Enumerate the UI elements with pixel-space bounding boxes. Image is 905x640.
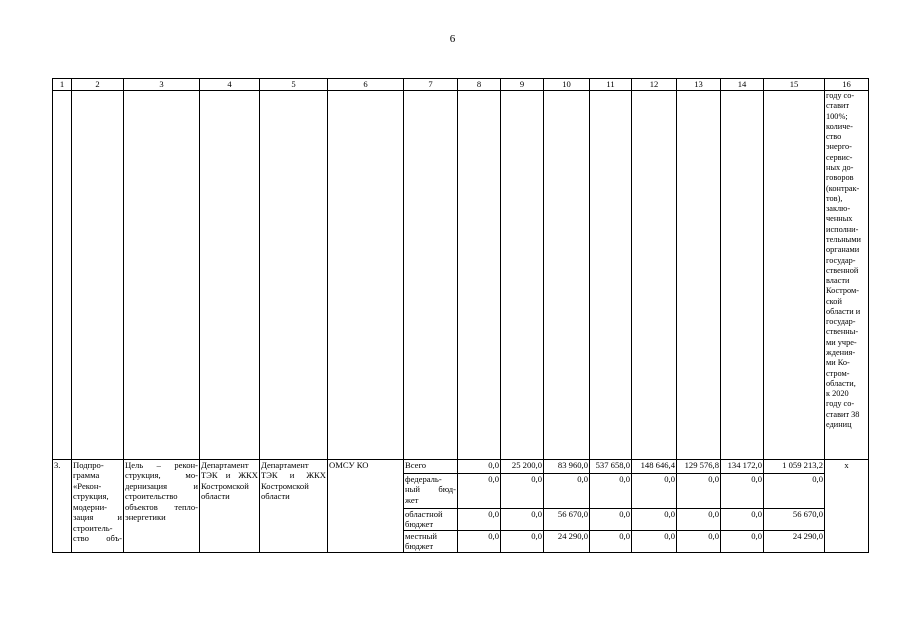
column-number: 7 [404, 79, 458, 91]
amount-cell: 0,0 [677, 530, 721, 552]
amount-cell: 0,0 [632, 530, 677, 552]
text-line: энерго- [826, 142, 852, 152]
column-number: 2 [72, 79, 124, 91]
amount-cell: 24 290,0 [544, 530, 590, 552]
amount-cell: 0,0 [632, 474, 677, 509]
text-line: Костромской [201, 480, 249, 491]
funding-source [404, 474, 458, 509]
column-number-row [53, 79, 869, 91]
amount-cell: 0,0 [458, 474, 501, 509]
text-line: сервис- [826, 152, 853, 162]
amount-total: 0,0 [764, 474, 825, 509]
amount-cell: 0,0 [590, 474, 632, 509]
amount-cell: 0,0 [501, 474, 544, 509]
funding-source [404, 530, 458, 552]
text-line: году со- [826, 91, 855, 100]
continuation-row [53, 91, 869, 460]
amount-cell: 0,0 [458, 509, 501, 531]
amount-cell: 0,0 [721, 530, 764, 552]
amount-cell: 0,0 [544, 474, 590, 509]
amount-cell: 0,0 [677, 509, 721, 531]
column-number: 1 [53, 79, 72, 91]
amount-cell: 129 576,8 [677, 460, 721, 474]
text-line: ство объ- [73, 533, 122, 544]
amount-cell: 0,0 [721, 509, 764, 531]
page-number: 6 [449, 33, 456, 45]
column-number: 11 [590, 79, 632, 91]
text-line: струкция, мо- [125, 470, 198, 481]
text-line: объектов тепло- [125, 501, 198, 512]
text-line: говоров [826, 173, 854, 183]
amount-cell: 25 200,0 [501, 460, 544, 474]
text-line: государ- [826, 255, 856, 265]
text-line: стром- [826, 368, 850, 378]
text-line: ственны- [826, 327, 859, 337]
coexecutor [260, 460, 328, 553]
text-line: Департамент [261, 460, 309, 470]
text-line: местный [405, 530, 438, 541]
text-line: струкция, [73, 491, 109, 502]
amount-total: 24 290,0 [764, 530, 825, 552]
amount-cell: 0,0 [501, 509, 544, 531]
text-line: ми Ко- [826, 358, 850, 368]
funding-source [404, 509, 458, 531]
text-line: ТЭК и ЖКХ [201, 470, 258, 481]
text-line: области, [826, 378, 856, 388]
amount-cell: 0,0 [590, 509, 632, 531]
amount-cell: 0,0 [501, 530, 544, 552]
text-line: жет [405, 494, 419, 505]
text-line: ный бюд- [405, 484, 456, 495]
text-line: «Рекон- [73, 480, 102, 491]
text-line: области и [826, 306, 861, 316]
text-line: энергетики [125, 512, 166, 523]
text-line: (контрак- [826, 183, 860, 193]
column-number: 4 [200, 79, 260, 91]
column-number: 6 [328, 79, 404, 91]
column-number: 13 [677, 79, 721, 91]
amount-total: 1 059 213,2 [764, 460, 825, 474]
text-line: 100%; [826, 111, 848, 121]
column-number: 3 [124, 79, 200, 91]
text-line: году со- [826, 399, 855, 409]
text-line: грамма [73, 470, 100, 481]
amount-cell: 56 670,0 [544, 509, 590, 531]
text-line: единиц [826, 420, 852, 429]
text-line: ных до- [826, 162, 854, 172]
amount-cell: 83 960,0 [544, 460, 590, 474]
text-line: ченных [826, 214, 853, 224]
amount-cell: 0,0 [632, 509, 677, 531]
text-line: модерни- [73, 501, 108, 512]
text-line: строительство [125, 491, 178, 502]
program-table [52, 78, 869, 553]
text-line: бюджет [405, 519, 434, 530]
text-line: Всего [405, 460, 427, 470]
text-line: тов), [826, 193, 843, 203]
text-line: Подпро- [73, 460, 104, 470]
amount-total: 56 670,0 [764, 509, 825, 531]
subprogram-row [53, 460, 869, 474]
amount-cell: 0,0 [721, 474, 764, 509]
text-line: ственной [826, 265, 859, 275]
column-number: 16 [825, 79, 869, 91]
column-number: 14 [721, 79, 764, 91]
column-number: 15 [764, 79, 825, 91]
text-line: ждения- [826, 348, 856, 358]
column-number: 9 [501, 79, 544, 91]
text-line: Костромской [261, 480, 309, 491]
text-line: государ- [826, 317, 856, 327]
text-line: тельными [826, 234, 861, 244]
text-line: области [261, 491, 290, 502]
amount-cell: 148 646,4 [632, 460, 677, 474]
text-line: бюджет [405, 541, 434, 552]
text-line: заклю- [826, 204, 851, 214]
amount-cell: 537 658,0 [590, 460, 632, 474]
text-line: Костром- [826, 286, 860, 296]
text-line: к 2020 [826, 389, 849, 399]
text-line: дернизация и [125, 480, 198, 491]
text-line: органами [826, 245, 860, 255]
target-value: х [825, 460, 869, 553]
column-number: 10 [544, 79, 590, 91]
text-line: федераль- [405, 474, 442, 484]
text-line: областной [405, 509, 443, 519]
funding-source [404, 460, 458, 474]
subprogram-goal [124, 460, 200, 553]
amount-cell: 0,0 [458, 460, 501, 474]
column-number: 8 [458, 79, 501, 91]
text-line: ской [826, 296, 842, 306]
amount-cell: 0,0 [677, 474, 721, 509]
participant: ОМСУ КО [328, 460, 404, 553]
text-line: Департамент [201, 460, 249, 470]
column-number: 5 [260, 79, 328, 91]
text-line: ми учре- [826, 337, 857, 347]
amount-cell: 134 172,0 [721, 460, 764, 474]
text-line: ставит [826, 101, 850, 111]
amount-cell: 0,0 [590, 530, 632, 552]
responsible-executor [200, 460, 260, 553]
text-line: зация и [73, 512, 122, 523]
text-line: области [201, 491, 230, 502]
amount-cell: 0,0 [458, 530, 501, 552]
row-number: 3. [53, 460, 72, 553]
text-line: Цель – рекон- [125, 460, 198, 470]
column-number: 12 [632, 79, 677, 91]
text-line: количе- [826, 121, 853, 131]
text-line: ставит 38 [826, 409, 860, 419]
text-line: ТЭК и ЖКХ [261, 470, 326, 481]
text-line: ство [826, 132, 842, 142]
subprogram-name [72, 460, 124, 553]
indicator-description [825, 91, 869, 460]
text-line: строитель- [73, 522, 113, 533]
text-line: исполни- [826, 224, 859, 234]
text-line: власти [826, 276, 850, 286]
